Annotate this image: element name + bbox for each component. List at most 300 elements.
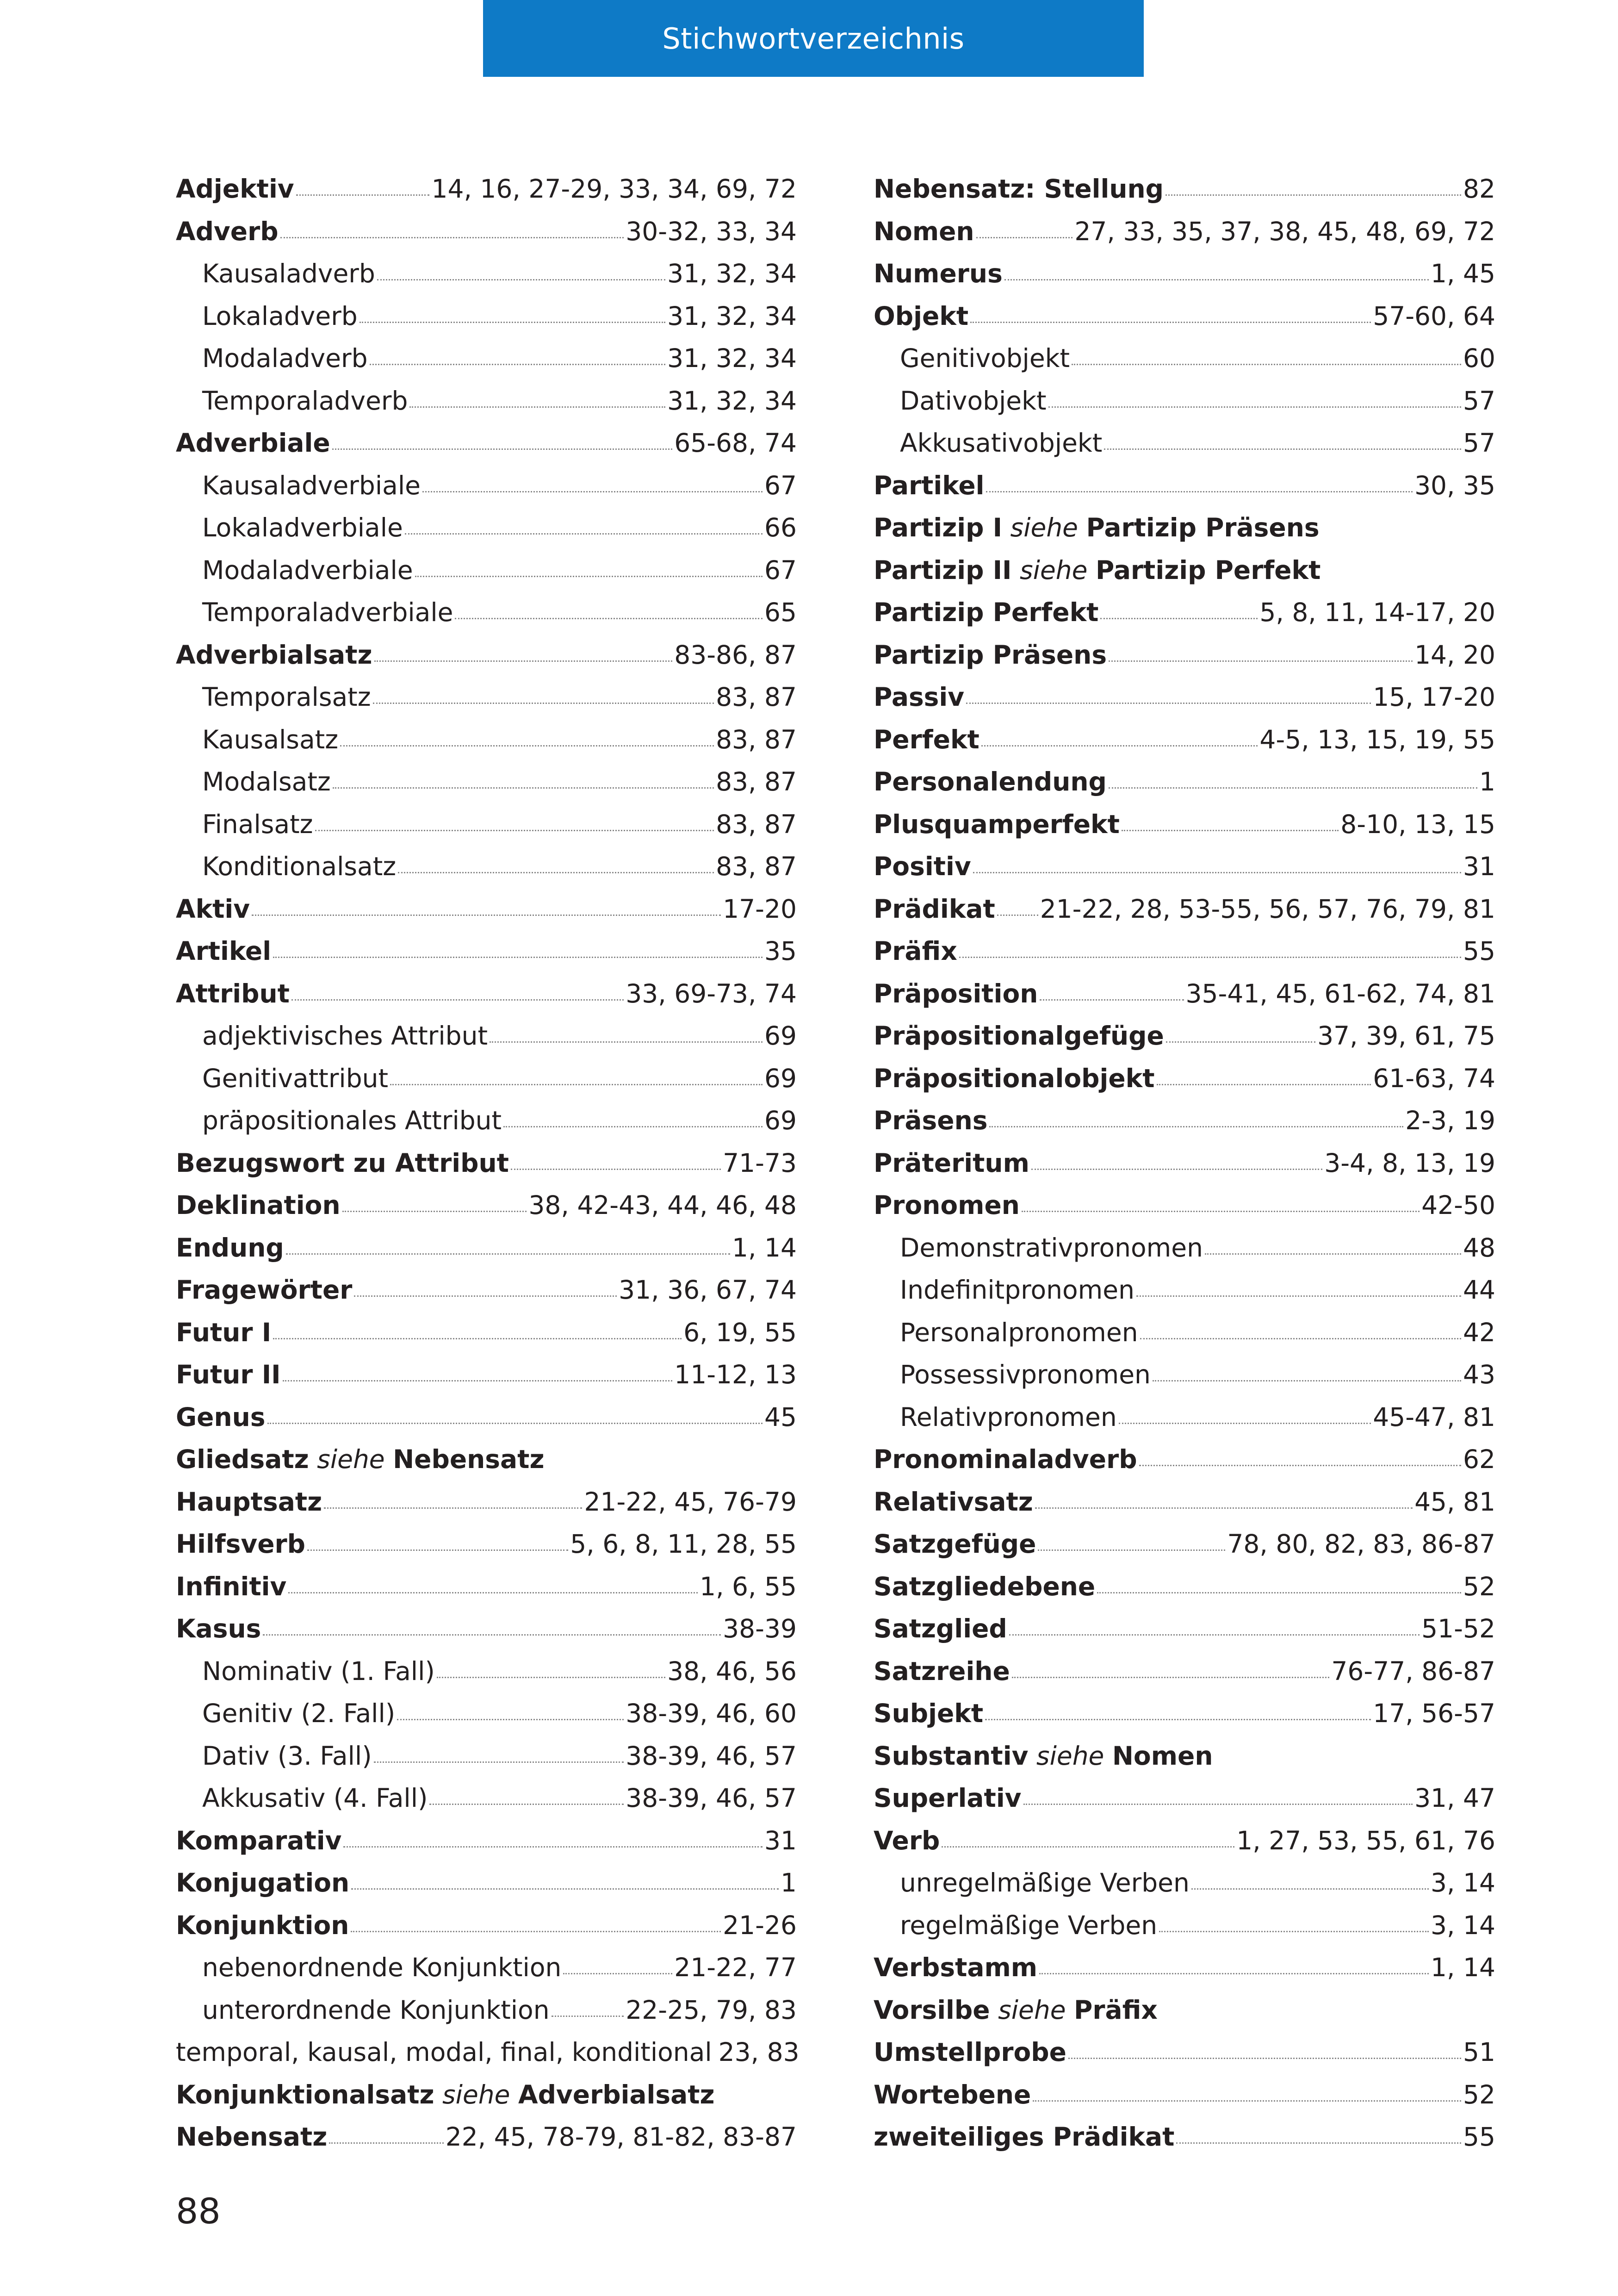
dot-leader (1072, 364, 1461, 365)
entry-pages: 30, 35 (1414, 470, 1495, 500)
entry-term: Numerus (874, 259, 1003, 288)
entry-pages: 43 (1463, 1360, 1495, 1389)
dot-leader (342, 1211, 527, 1212)
cross-reference (874, 1989, 1158, 2032)
index-entry (874, 1269, 1495, 1312)
entry-term: Partizip I (874, 513, 1003, 542)
index-entry (176, 634, 797, 677)
entry-term: Nomen (874, 216, 974, 246)
index-entry (874, 719, 1495, 761)
dot-leader (1004, 279, 1429, 280)
dot-leader (1136, 1295, 1461, 1297)
entry-pages: 35-41, 45, 61-62, 74, 81 (1185, 978, 1495, 1008)
dot-leader (1191, 1888, 1429, 1890)
entry-pages: 8-10, 13, 15 (1340, 809, 1495, 839)
index-entry (874, 1396, 1495, 1439)
entry-pages: 65 (764, 597, 797, 627)
entry-term: Modaladverbiale (202, 555, 413, 585)
see-marker: siehe (1020, 555, 1088, 585)
index-entry (176, 1566, 797, 1608)
see-marker: siehe (317, 1444, 385, 1474)
index-entry (874, 295, 1495, 338)
index-entry (874, 1142, 1495, 1185)
entry-term: Aktiv (176, 894, 250, 924)
dot-leader (985, 1719, 1371, 1720)
index-entry (176, 676, 797, 719)
entry-term: Perfekt (874, 724, 979, 754)
entry-pages: 57 (1463, 428, 1495, 458)
entry-term: Deklination (176, 1190, 341, 1220)
entry-pages: 66 (764, 513, 797, 542)
entry-term: Partizip Präsens (874, 640, 1107, 670)
entry-term: Indefinitpronomen (900, 1275, 1134, 1305)
dot-leader (1012, 1677, 1330, 1678)
entry-term: Nebensatz: Stellung (874, 174, 1164, 204)
entry-term: Satzreihe (874, 1656, 1010, 1686)
entry-term: Relativsatz (874, 1487, 1033, 1517)
index-entry (176, 1438, 797, 1481)
dot-leader (397, 1719, 624, 1720)
entry-pages: 5, 8, 11, 14-17, 20 (1259, 597, 1495, 627)
index-entry (176, 1692, 797, 1735)
dot-leader (332, 448, 673, 450)
dot-leader (370, 364, 666, 365)
entry-term: Genus (176, 1402, 266, 1432)
chapter-title: Stichwortverzeichnis (662, 21, 965, 56)
reference-target: Adverbialsatz (518, 2079, 715, 2109)
dot-leader (973, 872, 1461, 873)
index-entry (176, 973, 797, 1015)
entry-pages: 60 (1463, 343, 1495, 373)
entry-term: Komparativ (176, 1825, 342, 1855)
entry-pages: 42-50 (1421, 1190, 1495, 1220)
entry-pages: 1, 27, 53, 55, 61, 76 (1236, 1825, 1495, 1855)
index-entry (176, 2031, 800, 2074)
dot-leader (1097, 1592, 1461, 1593)
dot-leader (1031, 1169, 1322, 1170)
index-entry (176, 295, 797, 338)
entry-pages: 1, 45 (1431, 259, 1495, 288)
index-entry (874, 422, 1495, 465)
entry-pages: 69 (764, 1106, 797, 1135)
entry-term: Präteritum (874, 1148, 1029, 1178)
index-entry (176, 2074, 797, 2116)
index-entry (176, 253, 797, 295)
index-entry (874, 211, 1495, 253)
entry-pages: 27, 33, 35, 37, 38, 45, 48, 69, 72 (1074, 216, 1495, 246)
entry-pages: 38-39, 46, 60 (626, 1699, 797, 1728)
index-entry (176, 719, 797, 761)
entry-term: unregelmäßige Verben (900, 1868, 1190, 1898)
entry-pages: 1 (781, 1868, 797, 1898)
entry-term: adjektivisches Attribut (202, 1021, 488, 1051)
entry-term: temporal, kausal, modal, final, konditional (176, 2037, 712, 2067)
entry-pages: 35 (764, 936, 797, 966)
dot-leader (288, 1592, 698, 1593)
entry-term: Pronominaladverb (874, 1444, 1137, 1474)
entry-pages: 31 (764, 1825, 797, 1855)
entry-term: Konditionalsatz (202, 852, 397, 881)
dot-leader (1109, 787, 1477, 789)
entry-term: Positiv (874, 852, 971, 881)
dot-leader (415, 576, 763, 577)
entry-pages: 83, 87 (716, 767, 797, 796)
index-entry (176, 846, 797, 888)
index-entry (874, 1227, 1495, 1269)
cross-reference (176, 1438, 544, 1481)
entry-pages: 11-12, 13 (674, 1360, 797, 1389)
index-entry (176, 1312, 797, 1354)
entry-pages: 83, 87 (716, 852, 797, 881)
dot-leader (398, 872, 714, 873)
index-entry (874, 1650, 1495, 1693)
entry-term: zweiteiliges Prädikat (874, 2122, 1175, 2152)
index-entry (874, 2116, 1495, 2159)
entry-term: Dativobjekt (900, 386, 1047, 416)
dot-leader (273, 1338, 682, 1339)
dot-leader (942, 1846, 1234, 1848)
entry-term: Genitiv (2. Fall) (202, 1699, 396, 1728)
entry-pages: 38-39, 46, 57 (626, 1741, 797, 1771)
entry-term: Präsens (874, 1106, 988, 1135)
index-entry (176, 1142, 797, 1185)
entry-pages: 17-20 (723, 894, 797, 924)
entry-term: Umstellprobe (874, 2037, 1066, 2067)
entry-term: Verb (874, 1825, 940, 1855)
dot-leader (1009, 1634, 1420, 1636)
dot-leader (1159, 1931, 1429, 1932)
dot-leader (354, 1295, 617, 1297)
entry-pages: 62 (1463, 1444, 1495, 1474)
index-entry (874, 888, 1495, 931)
entry-term: Possessivpronomen (900, 1360, 1151, 1389)
index-entry (176, 1227, 797, 1269)
index-entry (176, 211, 797, 253)
entry-pages: 1, 6, 55 (700, 1571, 797, 1601)
index-entry (874, 1184, 1495, 1227)
dot-leader (1119, 1423, 1371, 1424)
entry-pages: 31, 36, 67, 74 (619, 1275, 797, 1305)
entry-pages: 69 (764, 1021, 797, 1051)
entry-pages: 3, 14 (1431, 1910, 1495, 1940)
index-entry (874, 337, 1495, 380)
dot-leader (1176, 2142, 1461, 2144)
entry-term: präpositionales Attribut (202, 1106, 502, 1135)
entry-pages: 38-39 (723, 1614, 797, 1643)
index-entry (874, 2031, 1495, 2074)
entry-pages: 33, 69-73, 74 (626, 978, 797, 1008)
dot-leader (1040, 999, 1184, 1001)
entry-term: Pronomen (874, 1190, 1020, 1220)
dot-leader (377, 279, 665, 280)
index-entry (874, 803, 1495, 846)
entry-pages: 52 (1463, 2079, 1495, 2109)
dot-leader (1068, 2058, 1461, 2059)
entry-pages: 83-86, 87 (674, 640, 797, 670)
entry-term: regelmäßige Verben (900, 1910, 1158, 1940)
entry-term: Nebensatz (176, 2122, 328, 2152)
index-column-left (176, 168, 800, 2159)
entry-term: Artikel (176, 936, 272, 966)
entry-term: Akkusativobjekt (900, 428, 1103, 458)
index-entry (176, 1269, 797, 1312)
dot-leader (511, 1169, 721, 1170)
dot-leader (263, 1634, 721, 1636)
dot-leader (324, 1507, 582, 1509)
entry-term: Präposition (874, 978, 1038, 1008)
dot-leader (1122, 830, 1339, 831)
entry-pages: 1, 14 (1431, 1953, 1495, 1982)
entry-pages: 21-22, 77 (674, 1953, 797, 1982)
dot-leader (976, 237, 1073, 238)
entry-pages: 14, 20 (1414, 640, 1495, 670)
index-entry (176, 1396, 797, 1439)
index-entry (874, 1566, 1495, 1608)
dot-leader (291, 999, 624, 1001)
dot-leader (1035, 1507, 1413, 1509)
index-entry (176, 1904, 797, 1947)
entry-pages: 71-73 (723, 1148, 797, 1178)
index-entry (874, 846, 1495, 888)
index-entry (176, 1947, 797, 1989)
index-entry (176, 549, 797, 592)
index-entry (176, 1989, 797, 2032)
index-entry (874, 973, 1495, 1015)
entry-pages: 61-63, 74 (1373, 1063, 1495, 1093)
entry-term: Kausaladverb (202, 259, 375, 288)
entry-term: Konjugation (176, 1868, 350, 1898)
dot-leader (1109, 660, 1413, 662)
entry-pages: 6, 19, 55 (683, 1317, 797, 1347)
index-entry (176, 1100, 797, 1142)
entry-pages: 3-4, 8, 13, 19 (1324, 1148, 1495, 1178)
index-entry (176, 1608, 797, 1650)
entry-term: Konjunktion (176, 1910, 349, 1940)
dot-leader (286, 1253, 730, 1255)
dot-leader (1153, 1380, 1461, 1381)
entry-pages: 45-47, 81 (1373, 1402, 1495, 1432)
index-entry (176, 1862, 797, 1904)
entry-pages: 31, 32, 34 (667, 386, 797, 416)
index-entry (176, 1354, 797, 1396)
dot-leader (374, 1761, 624, 1763)
entry-term: Hilfsverb (176, 1529, 306, 1559)
index-entry (176, 1777, 797, 1820)
entry-pages: 31, 32, 34 (667, 343, 797, 373)
entry-term: Attribut (176, 978, 290, 1008)
entry-pages: 31, 47 (1414, 1783, 1495, 1813)
dot-leader (1205, 1253, 1461, 1255)
dot-leader (986, 491, 1413, 492)
entry-term: nebenordnende Konjunktion (202, 1953, 562, 1982)
entry-pages: 17, 56-57 (1373, 1699, 1495, 1728)
dot-leader (315, 830, 714, 831)
entry-pages: 31, 32, 34 (667, 259, 797, 288)
entry-term: Futur II (176, 1360, 281, 1389)
see-marker: siehe (998, 1995, 1066, 2025)
dot-leader (1104, 448, 1461, 450)
dot-leader (252, 915, 721, 916)
dot-leader (1140, 1338, 1461, 1339)
index-column-right (874, 168, 1495, 2159)
entry-term: Futur I (176, 1317, 272, 1347)
entry-term: Prädikat (874, 894, 995, 924)
entry-pages: 38, 42-43, 44, 46, 48 (528, 1190, 797, 1220)
entry-pages: 48 (1463, 1232, 1495, 1263)
entry-term: Finalsatz (202, 809, 313, 839)
dot-leader (503, 1126, 763, 1127)
entry-term: Satzglied (874, 1614, 1007, 1643)
entry-term: Adjektiv (176, 174, 294, 204)
entry-pages: 45, 81 (1414, 1487, 1495, 1517)
dot-leader (373, 703, 714, 704)
entry-term: Adverb (176, 216, 279, 246)
index-entry (874, 465, 1495, 507)
entry-pages: 57-60, 64 (1373, 301, 1495, 331)
index-entry (874, 168, 1495, 211)
entry-term: Satzgefüge (874, 1529, 1036, 1559)
index-entry (874, 1312, 1495, 1354)
dot-leader (959, 957, 1461, 958)
entry-term: Genitivattribut (202, 1063, 389, 1093)
entry-term: Adverbialsatz (176, 640, 372, 670)
entry-term: Endung (176, 1232, 284, 1263)
entry-term: Temporaladverb (202, 386, 408, 416)
reference-target: Partizip Präsens (1086, 513, 1320, 542)
index-entry (874, 1438, 1495, 1481)
entry-term: Akkusativ (4. Fall) (202, 1783, 428, 1813)
entry-pages: 14, 16, 27-29, 33, 34, 69, 72 (431, 174, 797, 204)
dot-leader (267, 1423, 763, 1424)
cross-reference (874, 1735, 1213, 1778)
dot-leader (563, 1973, 672, 1974)
dot-leader (405, 533, 763, 535)
index-entry (176, 2116, 797, 2159)
entry-pages: 15, 17-20 (1373, 682, 1495, 712)
entry-pages: 83, 87 (716, 682, 797, 712)
dot-leader (490, 1041, 763, 1043)
see-marker: siehe (1036, 1741, 1104, 1771)
index-entry (176, 1735, 797, 1778)
entry-pages: 55 (1463, 2122, 1495, 2152)
entry-term: Lokaladverbiale (202, 513, 403, 542)
index-entry (176, 761, 797, 803)
entry-term: Genitivobjekt (900, 343, 1070, 373)
dot-leader (1038, 1549, 1225, 1551)
dot-leader (970, 322, 1371, 323)
index-entry (176, 380, 797, 423)
entry-term: Substantiv (874, 1741, 1029, 1771)
index-entry (874, 253, 1495, 295)
entry-term: Partikel (874, 470, 985, 500)
index-entry (874, 1100, 1495, 1142)
index-entry (176, 1523, 797, 1566)
reference-target: Präfix (1074, 1995, 1158, 2025)
dot-leader (437, 1677, 665, 1678)
entry-term: Präfix (874, 936, 957, 966)
entry-pages: 65-68, 74 (674, 428, 797, 458)
entry-pages: 52 (1463, 1571, 1495, 1601)
index-entry (874, 1777, 1495, 1820)
index-entry (874, 1523, 1495, 1566)
entry-term: Gliedsatz (176, 1444, 309, 1474)
entry-term: Subjekt (874, 1699, 984, 1728)
entry-pages: 21-22, 45, 76-79 (584, 1487, 797, 1517)
entry-pages: 83, 87 (716, 809, 797, 839)
entry-pages: 67 (764, 555, 797, 585)
index-entry (874, 1058, 1495, 1100)
entry-term: Satzgliedebene (874, 1571, 1096, 1601)
entry-pages: 30-32, 33, 34 (626, 216, 797, 246)
entry-term: Temporaladverbiale (202, 597, 453, 627)
dot-leader (429, 1804, 624, 1805)
index-entry (874, 1862, 1495, 1904)
dot-leader (1165, 194, 1461, 196)
dot-leader (333, 787, 714, 789)
index-entry (176, 930, 797, 973)
entry-pages: 21-22, 28, 53-55, 56, 57, 76, 79, 81 (1040, 894, 1495, 924)
index-entry (874, 380, 1495, 423)
dot-leader (409, 406, 665, 408)
dot-leader (997, 915, 1038, 916)
index-entry (176, 337, 797, 380)
entry-term: Modaladverb (202, 343, 368, 373)
page-number: 88 (176, 2190, 221, 2232)
cross-reference (176, 2074, 715, 2116)
index-entry (176, 507, 797, 549)
reference-target: Nomen (1112, 1741, 1213, 1771)
index-entry (874, 930, 1495, 973)
index-entry (176, 465, 797, 507)
cross-reference (874, 507, 1320, 549)
entry-pages: 31, 32, 34 (667, 301, 797, 331)
dot-leader (280, 237, 624, 238)
index-entry (874, 1015, 1495, 1058)
entry-pages: 4-5, 13, 15, 19, 55 (1259, 724, 1495, 754)
entry-term: Lokaladverb (202, 301, 358, 331)
dot-leader (1100, 618, 1258, 619)
entry-term: Objekt (874, 301, 969, 331)
dot-leader (273, 957, 763, 958)
index-entry (874, 634, 1495, 677)
entry-term: Kausalsatz (202, 724, 339, 754)
entry-pages: 31 (1463, 852, 1495, 881)
entry-pages: 82 (1463, 174, 1495, 204)
dot-leader (1033, 2100, 1461, 2102)
index-entry (176, 1650, 797, 1693)
index-entry (874, 761, 1495, 803)
entry-term: Hauptsatz (176, 1487, 322, 1517)
entry-term: Partizip II (874, 555, 1012, 585)
dot-leader (343, 1846, 763, 1848)
cross-reference (874, 549, 1320, 592)
entry-pages: 83, 87 (716, 724, 797, 754)
entry-pages: 1 (1479, 767, 1495, 796)
dot-leader (374, 660, 673, 662)
index-entry (176, 1820, 797, 1862)
reference-target: Nebensatz (393, 1444, 545, 1474)
dot-leader (422, 491, 763, 492)
entry-pages: 5, 6, 8, 11, 28, 55 (570, 1529, 797, 1559)
index-entry (874, 1947, 1495, 1989)
entry-pages: 51-52 (1421, 1614, 1495, 1643)
entry-pages: 51 (1463, 2037, 1495, 2067)
dot-leader (296, 194, 430, 196)
entry-pages: 78, 80, 82, 83, 86-87 (1227, 1529, 1495, 1559)
entry-term: Wortebene (874, 2079, 1031, 2109)
index-entry (176, 422, 797, 465)
entry-term: unterordnende Konjunktion (202, 1995, 550, 2025)
